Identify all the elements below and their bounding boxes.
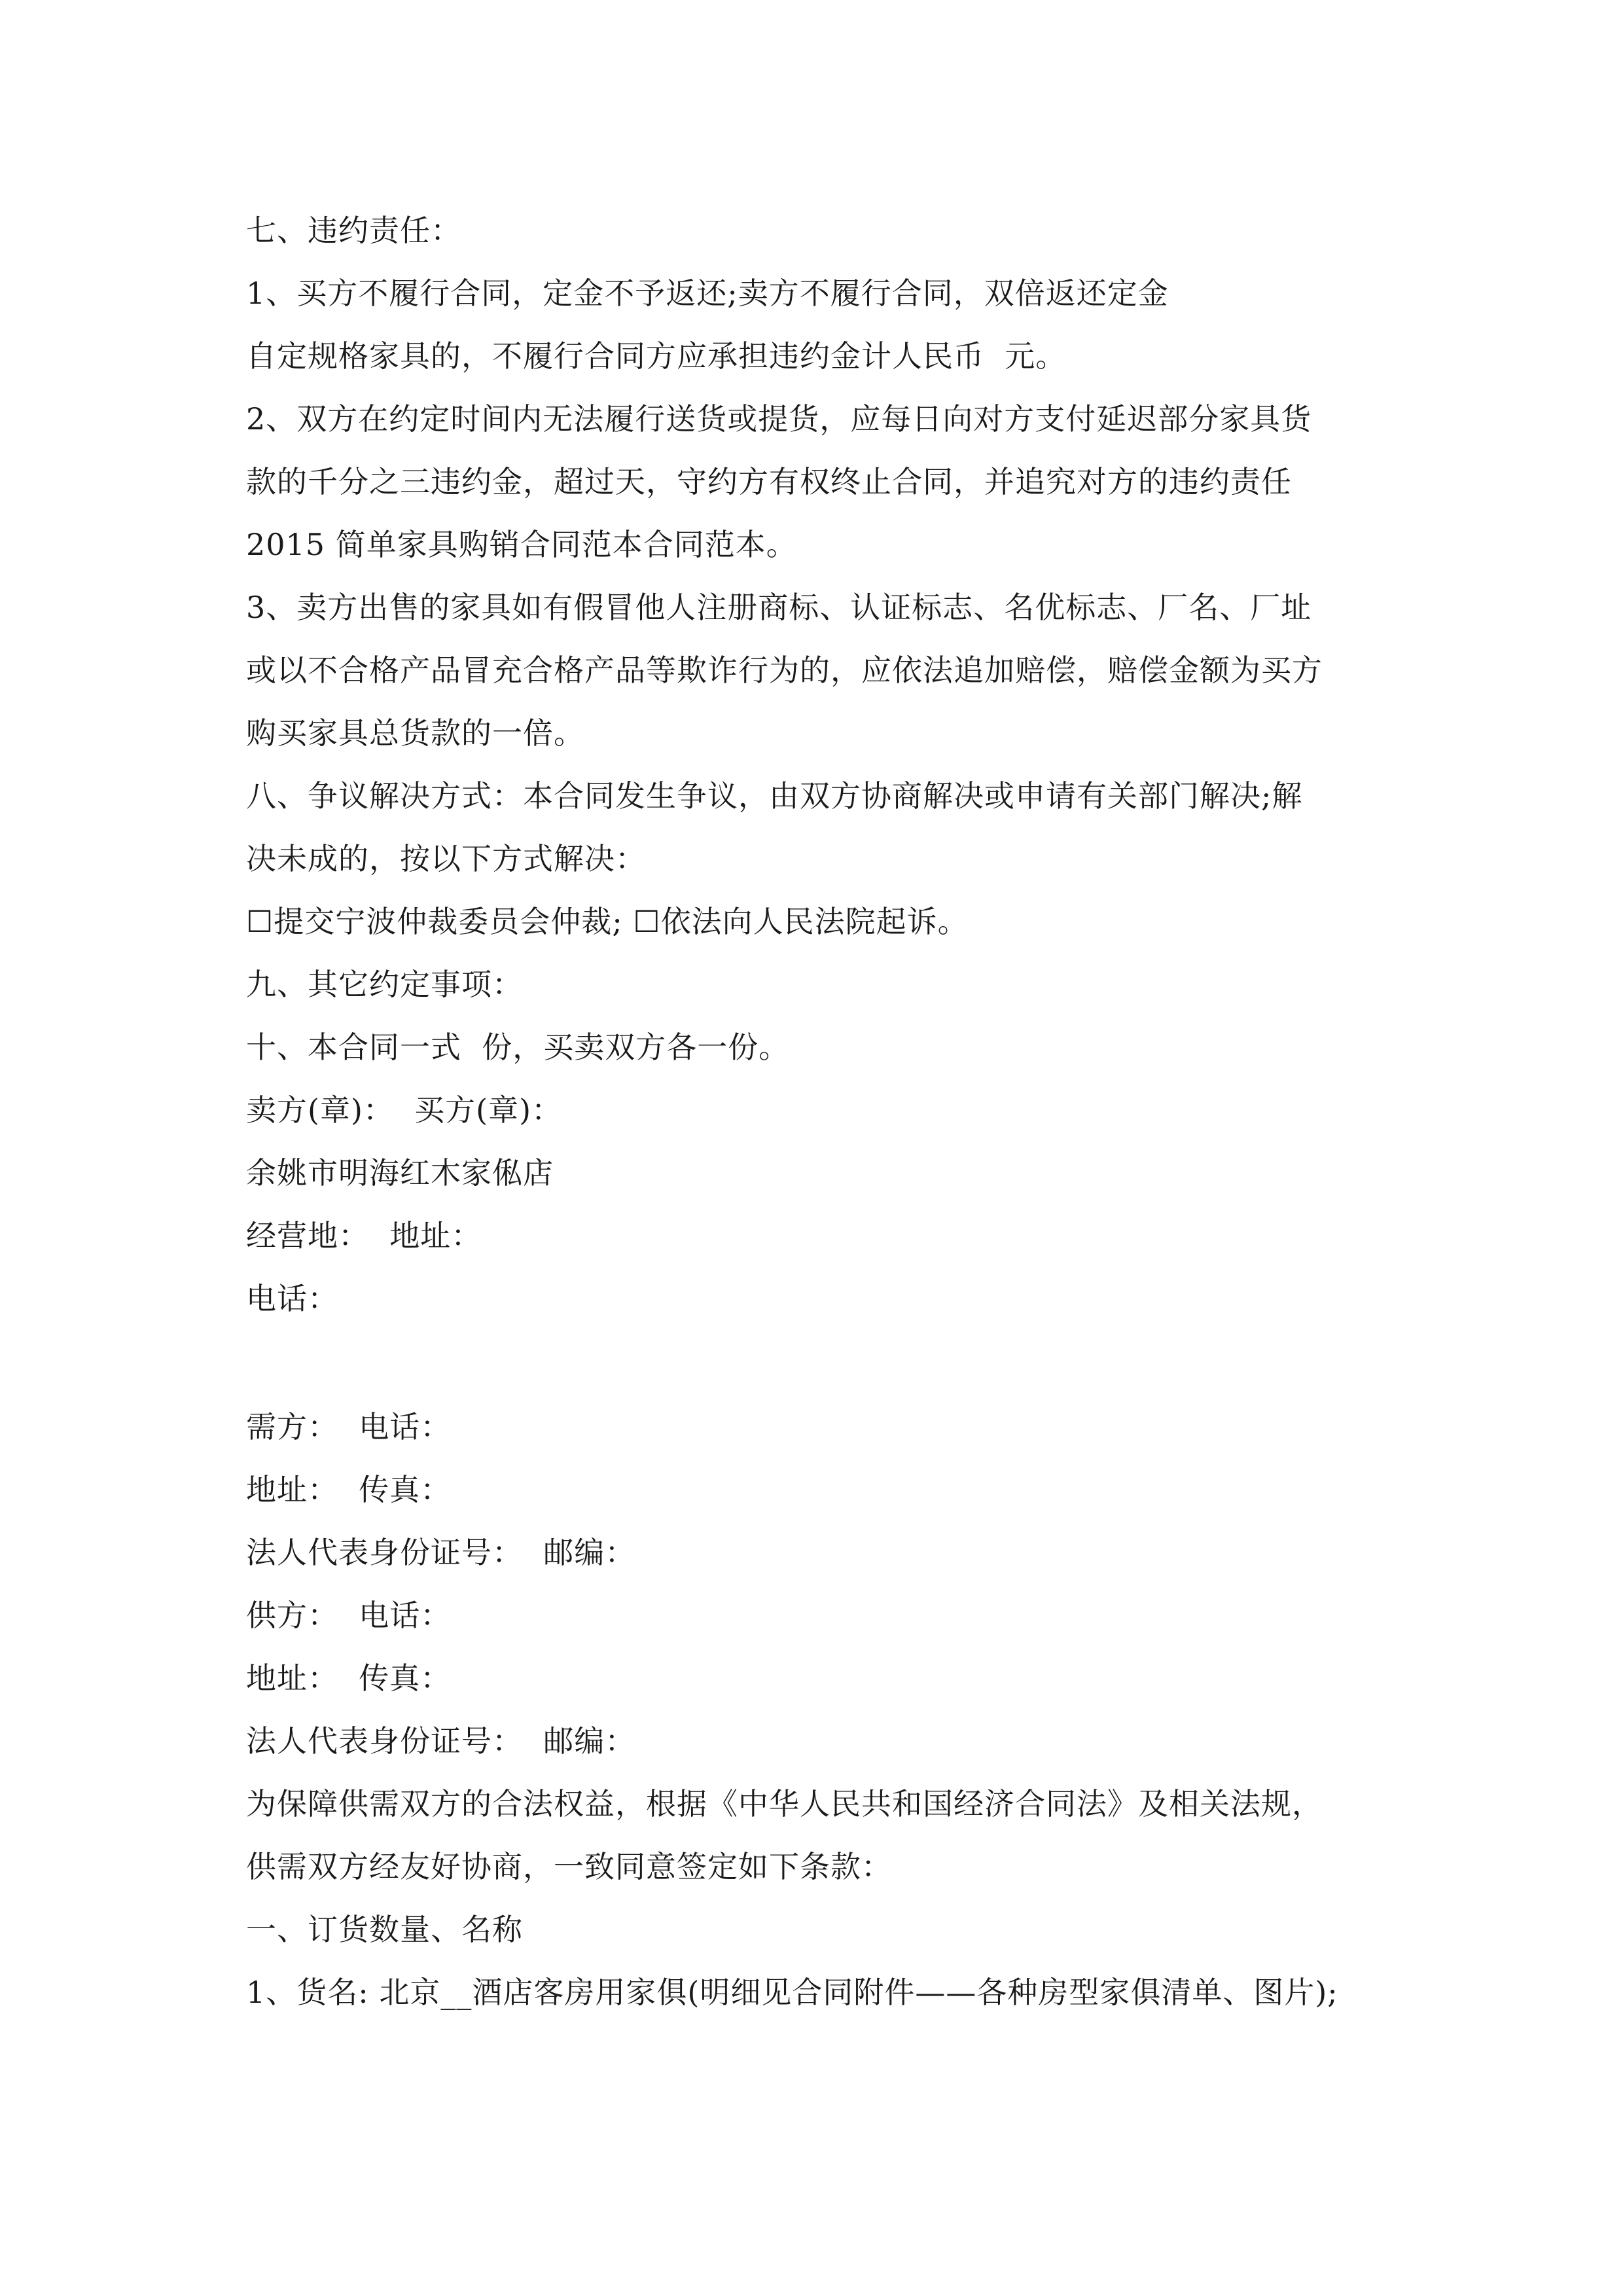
clause-7-1: 1、买方不履行合同，定金不予返还;卖方不履行合同，双倍返还定金: [246, 276, 1169, 311]
phone-line: 电话：: [246, 1281, 338, 1316]
business-address-line: 经营地： 地址：: [246, 1218, 482, 1253]
clause-1-1-goods: 1、货名: 北京__酒店客房用家俱(明细见合同附件——各种房型家俱清单、图片);: [246, 1975, 1338, 2010]
preamble-cont: 供需双方经友好协商，一致同意签定如下条款：: [246, 1849, 892, 1884]
clause-7-3-cont2: 购买家具总货款的一倍。: [246, 715, 584, 751]
buyer-id-postcode-line: 法人代表身份证号： 邮编：: [246, 1535, 636, 1570]
section-7-heading: 七、违约责任：: [246, 213, 461, 248]
clause-7-2: 2、双方在约定时间内无法履行送货或提货，应每日向对方支付延迟部分家具货: [246, 401, 1312, 437]
seller-name: 余姚市明海红木家俬店: [246, 1155, 554, 1191]
clause-7-3-cont: 或以不合格产品冒充合格产品等欺诈行为的，应依法追加赔偿，赔偿金额为买方: [246, 653, 1323, 688]
section-9-other: 九、其它约定事项：: [246, 967, 523, 1002]
preamble: 为保障供需双方的合法权益，根据《中华人民共和国经济合同法》及相关法规，: [246, 1786, 1323, 1821]
clause-7-3: 3、卖方出售的家具如有假冒他人注册商标、认证标志、名优标志、厂名、厂址: [246, 590, 1312, 625]
section-8-dispute-cont: 决未成的，按以下方式解决：: [246, 841, 646, 876]
section-10-copies: 十、本合同一式 份，买卖双方各一份。: [246, 1030, 790, 1065]
clause-7-1-cont: 自定规格家具的，不履行合同方应承担违约金计人民币 元。: [246, 338, 1067, 374]
supplier-address-fax-line: 地址： 传真：: [246, 1660, 452, 1696]
buyer-phone-line: 需方： 电话：: [246, 1409, 452, 1444]
dispute-options: ☐提交宁波仲裁委员会仲裁; ☐依法向人民法院起诉。: [246, 904, 969, 939]
supplier-id-postcode-line: 法人代表身份证号： 邮编：: [246, 1723, 636, 1759]
buyer-address-fax-line: 地址： 传真：: [246, 1472, 452, 1507]
clause-7-2-cont2: 2015 简单家具购销合同范本合同范本。: [246, 527, 797, 562]
section-1-heading: 一、订货数量、名称: [246, 1912, 523, 1947]
supplier-phone-line: 供方： 电话：: [246, 1598, 452, 1633]
section-8-dispute: 八、争议解决方式：本合同发生争议，由双方协商解决或申请有关部门解决;解: [246, 778, 1303, 814]
seal-line: 卖方(章)： 买方(章)：: [246, 1092, 563, 1128]
clause-7-2-cont: 款的千分之三违约金，超过天，守约方有权终止合同，并追究对方的违约责任: [246, 464, 1292, 499]
